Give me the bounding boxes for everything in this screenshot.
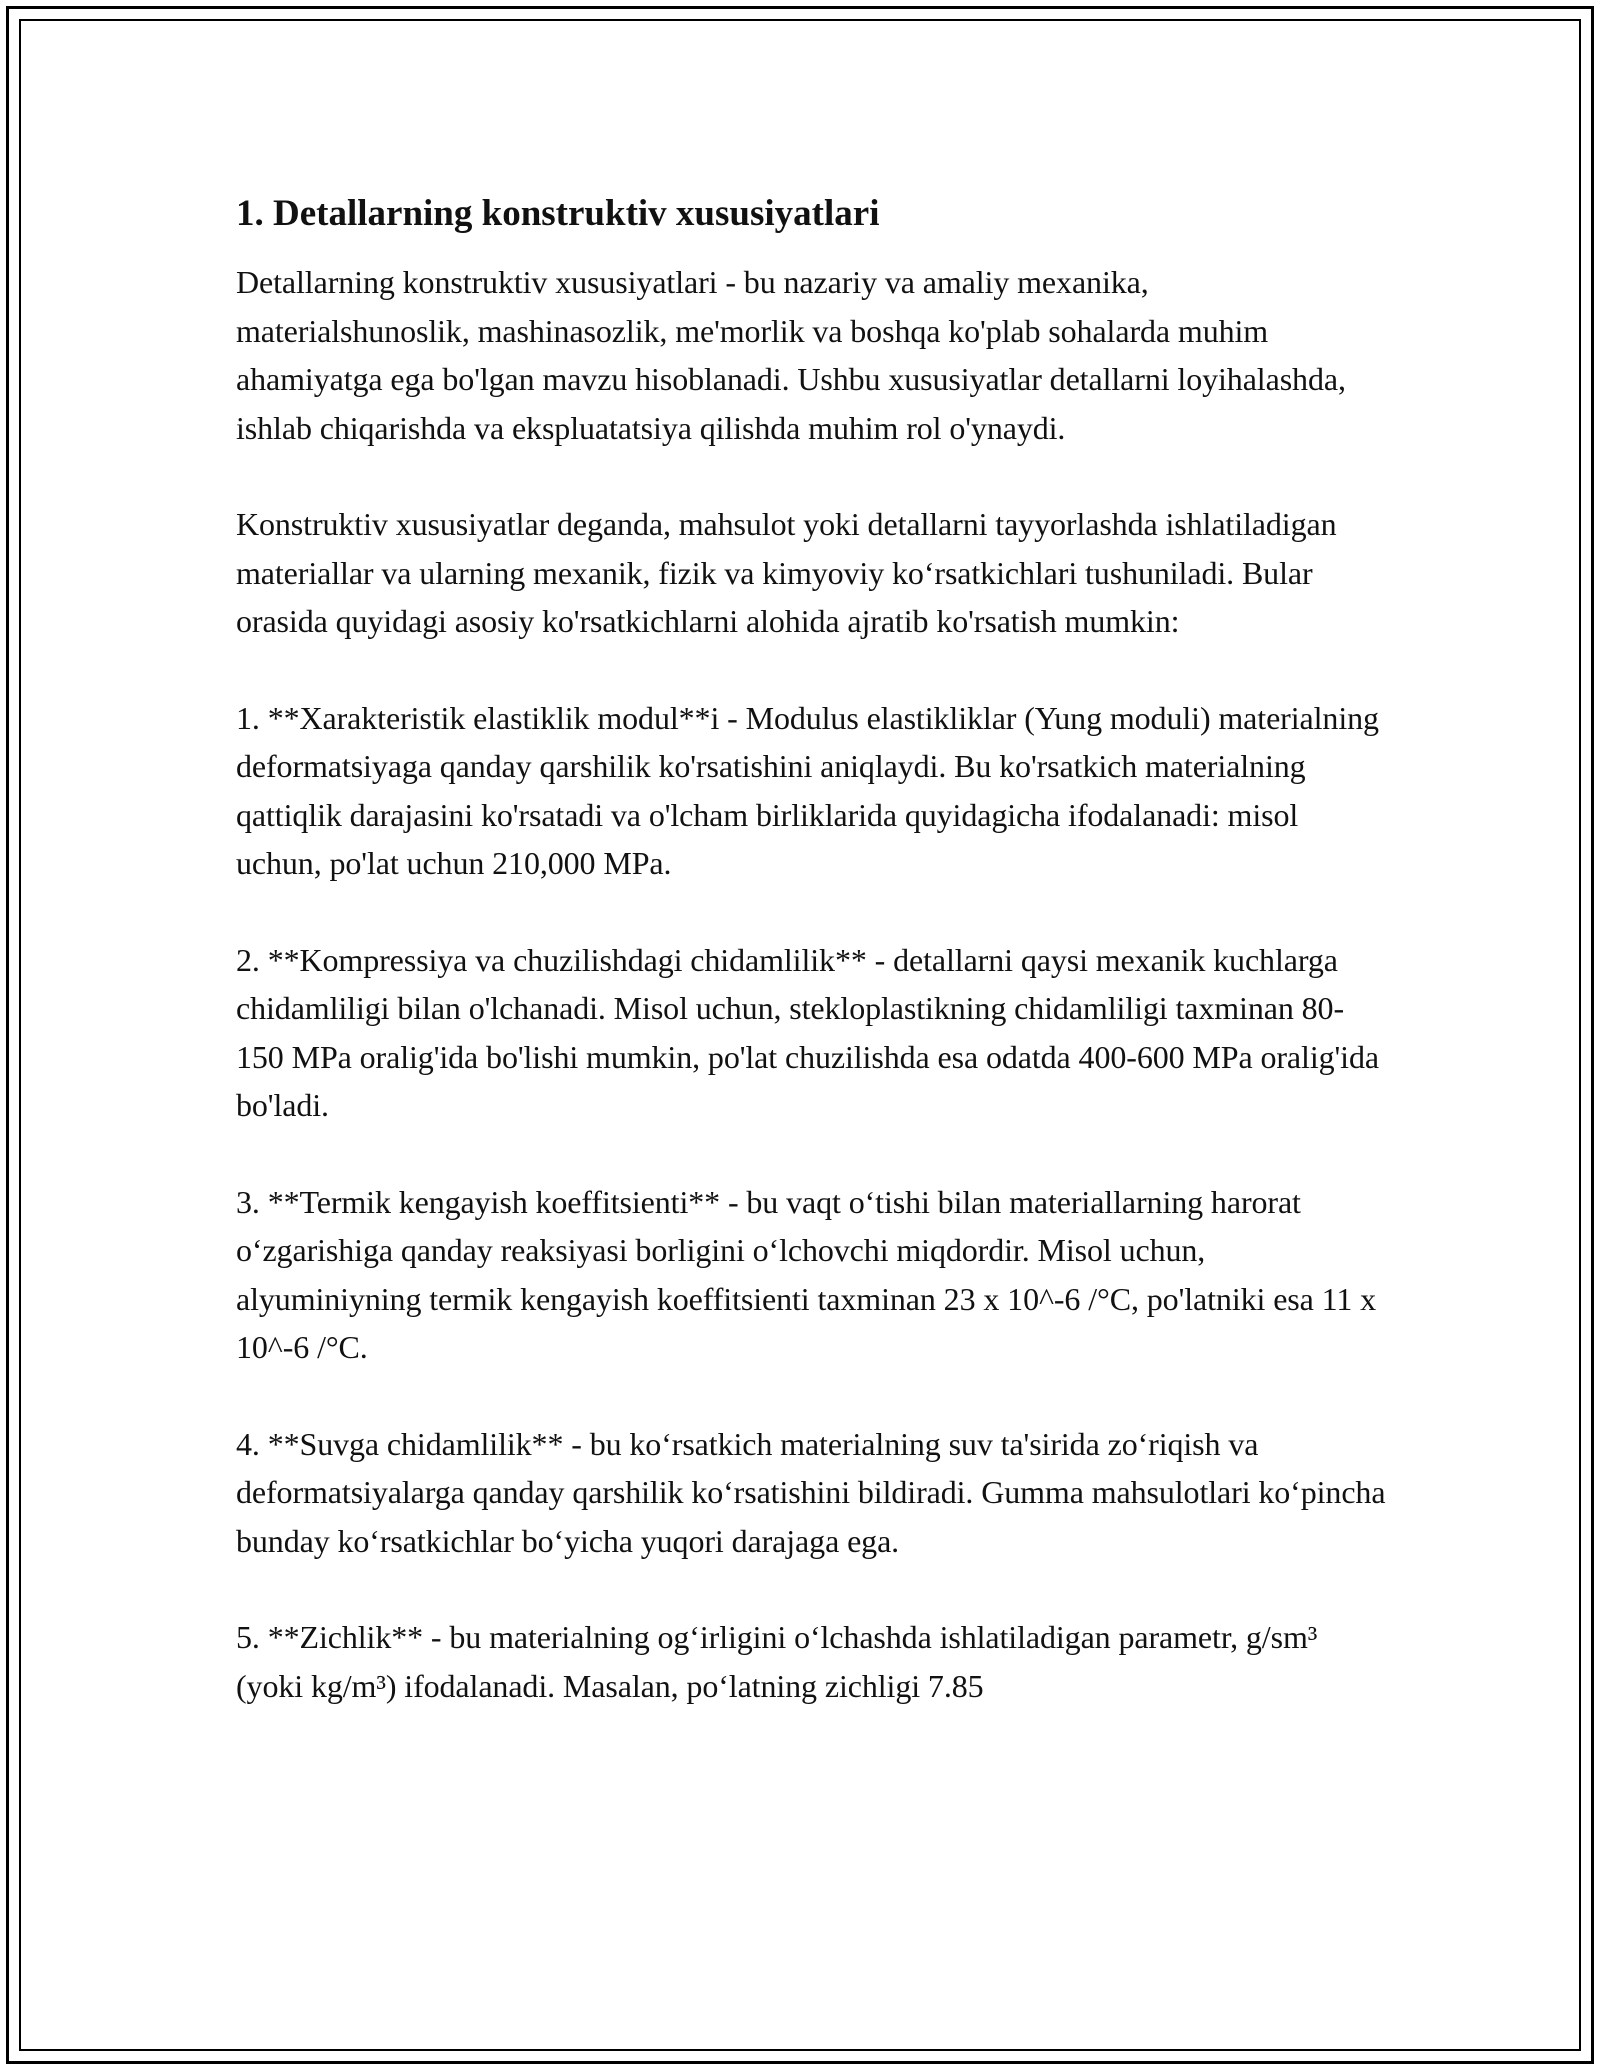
list-item-thermal-expansion: 3. **Termik kengayish koeffitsienti** - bu vaqt o‘tishi bilan materiallarning harorat o‘zgarishiga qanday reaksiyasi borligini o‘lchovchi miqdordir. Misol uchun, alyuminiyning termik kengayish koeffitsienti taxminan 23 x 10^-6 /°C, po'latniki esa 11 x 10^-6 /°C. xyxy=(236,1183,1377,1365)
document-body xyxy=(236,188,1386,1710)
paragraph-intro: Detallarning konstruktiv xususiyatlari - bu nazariy va amaliy mexanika, materialshunoslik, mashinasozlik, me'morlik va boshqa ko'plab sohalarda muhim ahamiyatga ega bo'lgan mavzu hisoblanadi. Ushbu xususiyatlar detallarni loyihalashda, ishlab chiqarishda va ekspluatatsiya qilishda muhim rol o'ynaydi. xyxy=(236,264,1346,446)
document-title: 1. Detallarning konstruktiv xususiyatlari xyxy=(236,193,880,234)
paragraph-definition: Konstruktiv xususiyatlar deganda, mahsulot yoki detallarni tayyorlashda ishlatiladigan materiallar va ularning mexanik, fizik va kimyoviy ko‘rsatkichlari tushuniladi. Bular orasida quyidagi asosiy ko'rsatkichlarni alohida ajratib ko'rsatish mumkin: xyxy=(236,506,1337,639)
list-item-density: 5. **Zichlik** - bu materialning og‘irligini o‘lchashda ishlatiladigan parametr, g/sm³ (yoki kg/m³) ifodalanadi. Masalan, po‘latning zichligi 7.85 xyxy=(236,1619,1318,1704)
list-item-compression-strength: 2. **Kompressiya va chuzilishdagi chidamlilik** - detallarni qaysi mexanik kuchlarga chidamliligi bilan o'lchanadi. Misol uchun, stekloplastikning chidamliligi taxminan 80-150 MPa oralig'ida bo'lishi mumkin, po'lat chuzilishda esa odatda 400-600 MPa oralig'ida bo'ladi. xyxy=(236,941,1379,1123)
list-item-water-resistance: 4. **Suvga chidamlilik** - bu ko‘rsatkich materialning suv ta'sirida zo‘riqish va deformatsiyalarga qanday qarshilik ko‘rsatishini bildiradi. Gumma mahsulotlari ko‘pincha bunday ko‘rsatkichlar bo‘yicha yuqori darajaga ega. xyxy=(236,1425,1386,1559)
list-item-elasticity-modulus: 1. **Xarakteristik elastiklik modul**i - Modulus elastikliklar (Yung moduli) materialning deformatsiyaga qanday qarshilik ko'rsatishini aniqlaydi. Bu ko'rsatkich materialning qattiqlik darajasini ko'rsatadi va o'lcham birliklarida quyidagicha ifodalanadi: misol uchun, po'lat uchun 210,000 MPa. xyxy=(236,699,1379,881)
